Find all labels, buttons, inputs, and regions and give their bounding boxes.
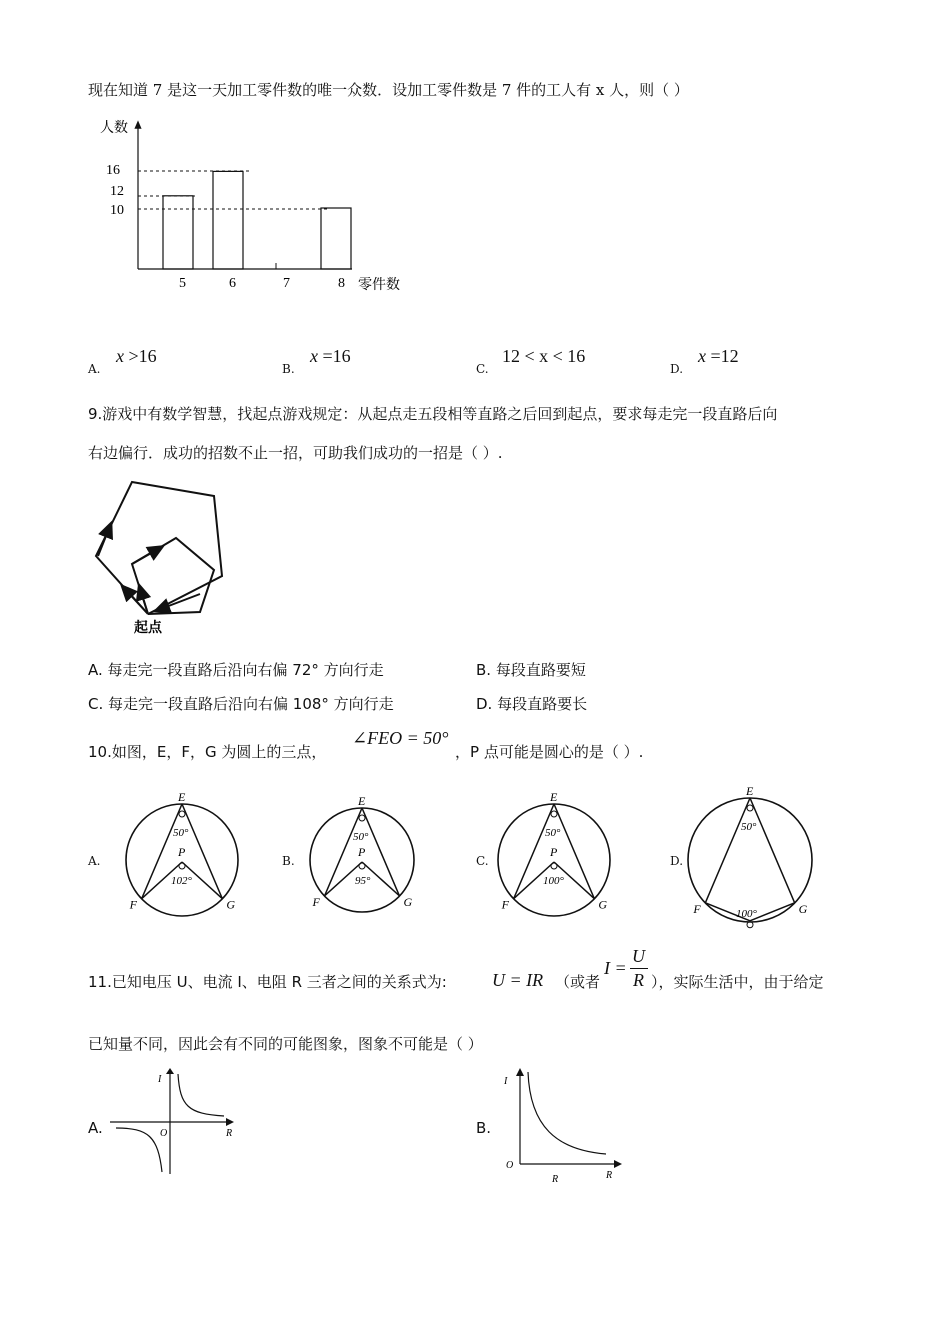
x-axis-label: 零件数 xyxy=(358,277,400,293)
q9-option-a[interactable]: A. 每走完一段直路后沿向右偏 72° 方向行走 xyxy=(88,661,384,679)
q9-option-c[interactable]: C. 每走完一段直路后沿向右偏 108° 方向行走 xyxy=(88,695,394,713)
x-axis-label: R xyxy=(606,1170,613,1181)
option-expression: x =12 xyxy=(698,346,739,366)
point-g-label: G xyxy=(598,897,607,912)
point-e-label: E xyxy=(746,784,754,798)
origin-label: O xyxy=(506,1160,514,1171)
point-p-label: P xyxy=(358,845,366,859)
bottom-angle-label: 100° xyxy=(543,875,564,887)
q11-option-a-graph[interactable] xyxy=(108,1066,238,1178)
top-angle-label: 50° xyxy=(353,831,369,843)
point-p-label: P xyxy=(178,845,186,859)
y-axis-label: I xyxy=(504,1076,508,1087)
y-axis-label: I xyxy=(158,1074,162,1085)
point-g-label: G xyxy=(798,901,808,916)
q8-intro: 现在知道 7 是这一天加工零件数的唯一众数．设加工零件数是 7 件的工人有 x 人，则（ ） xyxy=(88,81,689,99)
x-tick-6: 6 xyxy=(229,276,236,291)
y-tick-10: 10 xyxy=(110,203,124,218)
q11-formula-2-den: R xyxy=(633,970,644,990)
point-f-label: F xyxy=(312,894,320,909)
point-e-label: E xyxy=(178,790,186,804)
point-f-label: F xyxy=(129,897,138,912)
x-tick-7: 7 xyxy=(283,276,290,291)
q11-formula-1: U = IR xyxy=(492,970,544,990)
q10-option-c-figure[interactable] xyxy=(500,790,626,920)
top-angle-label: 50° xyxy=(741,821,757,833)
q10-stem-suffix: ，P 点可能是圆心的是（ ）. xyxy=(455,743,644,761)
point-g-label: G xyxy=(226,897,235,912)
q10-option-letter[interactable]: B. xyxy=(282,854,295,868)
point-g-label: G xyxy=(403,894,413,909)
q11-option-b-letter[interactable]: B. xyxy=(476,1119,492,1137)
bar-8 xyxy=(321,208,351,269)
q10-stem: 10.如图，E，F，G 为圆上的三点， xyxy=(88,743,327,761)
q10-option-a-figure[interactable] xyxy=(128,790,254,920)
q9-line1: 9.游戏中有数学智慧，找起点游戏规定：从起点走五段相等直路之后回到起点，要求每走完一段直路后向 xyxy=(88,405,778,423)
q9-option-d[interactable]: D. 每段直路要长 xyxy=(476,695,588,713)
q11-formula-2-num: U xyxy=(632,946,645,966)
q11-line2: 已知量不同，因此会有不同的可能图象，图象不可能是（ ） xyxy=(88,1035,483,1053)
bar-6 xyxy=(213,171,243,269)
option-expression: x =16 xyxy=(310,346,351,366)
bottom-angle-label: 102° xyxy=(171,875,192,887)
q8-bar-chart xyxy=(90,112,430,302)
x-tick-5: 5 xyxy=(179,276,186,291)
fraction-bar xyxy=(630,968,648,969)
origin-label: O xyxy=(160,1128,168,1139)
q10-option-b-figure[interactable] xyxy=(308,790,434,920)
q11-stem-middle: （或者 xyxy=(555,973,601,991)
x-axis-extra-label: R xyxy=(552,1174,559,1185)
q10-angle-expression: ∠FEO = 50° xyxy=(352,728,449,748)
q9-line2: 右边偏行．成功的招数不止一招，可助我们成功的一招是（ ）. xyxy=(88,444,503,462)
q11-stem-suffix: ），实际生活中，由于给定 xyxy=(651,973,824,991)
q11-option-a-letter[interactable]: A. xyxy=(88,1119,103,1137)
q11-formula-2-lhs: I = xyxy=(604,958,627,978)
bar-5 xyxy=(163,196,193,269)
q10-option-letter[interactable]: A. xyxy=(88,854,101,868)
q11-stem-prefix: 11.已知电压 U、电流 I、电阻 R 三者之间的关系式为: xyxy=(88,973,447,991)
top-angle-label: 50° xyxy=(545,827,561,839)
x-tick-8: 8 xyxy=(338,276,345,291)
option-expression: x >16 xyxy=(116,346,157,366)
option-expression: 12 < x < 16 xyxy=(502,346,586,366)
x-axis-label: R xyxy=(226,1128,233,1139)
point-p-label: P xyxy=(550,845,558,859)
q9-pentagon-figure xyxy=(88,476,233,638)
point-f-label: F xyxy=(501,897,510,912)
option-letter: B. xyxy=(282,362,295,376)
y-tick-16: 16 xyxy=(106,163,120,178)
q10-option-d-figure[interactable] xyxy=(693,784,822,920)
top-angle-label: 50° xyxy=(173,827,189,839)
q10-option-letter[interactable]: D. xyxy=(670,854,684,868)
bottom-angle-label: 100° xyxy=(736,907,757,920)
option-letter: A. xyxy=(88,362,101,376)
point-e-label: E xyxy=(550,790,558,804)
start-point-label: 起点 xyxy=(134,620,162,636)
option-letter: D. xyxy=(670,362,684,376)
q11-option-b-graph[interactable] xyxy=(496,1066,630,1185)
option-letter: C. xyxy=(476,362,489,376)
bottom-angle-label: 95° xyxy=(355,875,371,887)
point-f-label: F xyxy=(693,901,701,916)
y-tick-12: 12 xyxy=(110,184,124,199)
point-e-label: E xyxy=(358,794,366,808)
q9-option-b[interactable]: B. 每段直路要短 xyxy=(476,661,586,679)
q10-option-letter[interactable]: C. xyxy=(476,854,489,868)
y-axis-label: 人数 xyxy=(100,120,128,136)
